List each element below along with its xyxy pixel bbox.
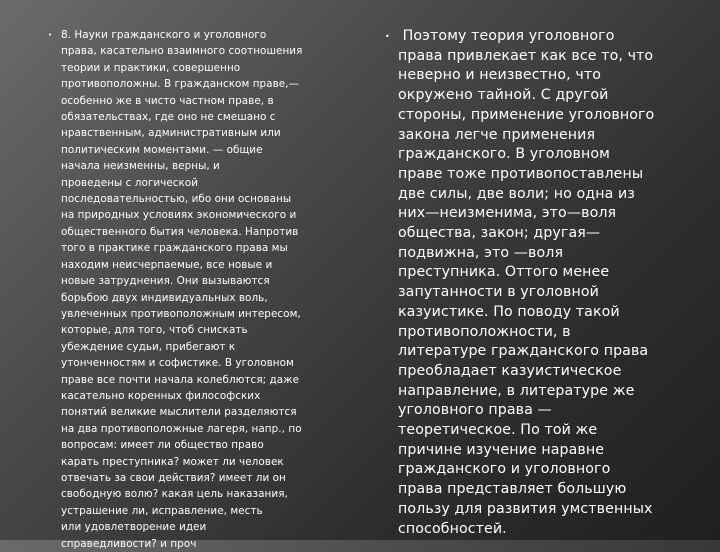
left-bullet-item bbox=[48, 27, 348, 552]
text-line: утонченностям и софистике. В уголовном bbox=[61, 357, 294, 370]
text-line: неверно и неизвестно, что bbox=[398, 67, 602, 84]
text-line: карать преступника? может ли человек bbox=[61, 455, 284, 468]
text-line: причине изучение наравне bbox=[398, 441, 605, 458]
text-line: борьбою двух индивидуальных воль, bbox=[61, 291, 268, 304]
text-line: гражданского и уголовного bbox=[398, 461, 611, 478]
text-line: вопросам: имеет ли общество право bbox=[61, 439, 264, 452]
text-line: праве все почти начала колеблются; даже bbox=[61, 373, 300, 386]
text-line: убеждение судьи, прибегают к bbox=[61, 340, 236, 353]
text-line: способностей. bbox=[398, 520, 507, 537]
text-line: них—неизменима, это—воля bbox=[398, 205, 617, 222]
text-line: находим неисчерпаемые, все новые и bbox=[61, 258, 273, 271]
right-paragraph bbox=[398, 27, 654, 539]
text-line: устрашение ли, исправление, месть bbox=[61, 504, 263, 517]
text-line: казуистике. По поводу такой bbox=[398, 303, 620, 320]
text-line: литературе гражданского права bbox=[398, 343, 649, 360]
text-line: свободную волю? какая цель наказания, bbox=[61, 488, 288, 501]
text-line: обязательствах, где оно не смешано с bbox=[61, 111, 276, 124]
text-line: проведены с логической bbox=[61, 176, 199, 189]
text-line: преступника. Оттого менее bbox=[398, 264, 610, 281]
text-line: последовательностью, ибо они основаны bbox=[61, 193, 292, 206]
text-line: запутанности в уголовной bbox=[398, 284, 599, 301]
text-line: окружено тайной. С другой bbox=[398, 87, 609, 104]
text-line: противоположности, в bbox=[398, 323, 571, 340]
text-line: которые, для того, чтоб снискать bbox=[61, 324, 248, 337]
text-line: теоретическое. По той же bbox=[398, 422, 598, 439]
text-line: преобладает казуистическое bbox=[398, 362, 622, 379]
text-line: стороны, применение уголовного bbox=[398, 106, 655, 123]
text-line: Поэтому теория уголовного bbox=[398, 28, 615, 44]
text-line: противоположны. В гражданском праве,— bbox=[61, 78, 300, 91]
text-line: права, касательно взаимного соотношения bbox=[61, 45, 303, 58]
text-line: подвижна, это —воля bbox=[398, 244, 564, 261]
text-line: две силы, две воли; но одна из bbox=[398, 185, 635, 202]
left-paragraph bbox=[61, 27, 302, 552]
text-line: касательно коренных философских bbox=[61, 389, 261, 402]
text-line: уголовного права — bbox=[398, 402, 552, 419]
text-line: пользу для развития умственных bbox=[398, 500, 653, 517]
text-line: отвечать за свои действия? имеет ли он bbox=[61, 471, 286, 484]
text-line: на природных условиях экономического и bbox=[61, 209, 297, 222]
left-column bbox=[48, 27, 348, 552]
text-line: того в практике гражданского права мы bbox=[61, 242, 288, 255]
text-line: общества, закон; другая— bbox=[398, 225, 601, 242]
text-line: особенно же в чисто частном праве, в bbox=[61, 94, 274, 107]
text-line: или удовлетворение идеи bbox=[61, 521, 207, 534]
text-line: увлеченных противоположным интересом, bbox=[61, 307, 301, 320]
right-bullet-item bbox=[385, 27, 675, 539]
text-line: справедливости? и проч bbox=[61, 537, 197, 550]
text-line: новые затруднения. Они вызываются bbox=[61, 275, 270, 288]
text-line: на два противоположные лагеря, напр., по bbox=[61, 422, 302, 435]
text-line: гражданского. В уголовном bbox=[398, 146, 610, 163]
text-line: понятий великие мыслители разделяются bbox=[61, 406, 297, 419]
text-line: нравственным, административным или bbox=[61, 127, 281, 140]
text-line: начала неизменны, верны, и bbox=[61, 160, 220, 173]
text-line: направление, в литературе же bbox=[398, 382, 635, 399]
text-line: 8. Науки гражданского и уголовного bbox=[61, 29, 267, 41]
bullet-icon: • bbox=[385, 32, 390, 41]
text-line: общественного бытия человека. Напротив bbox=[61, 225, 299, 238]
text-line: праве тоже противопоставлены bbox=[398, 165, 644, 182]
text-line: политическим моментами. — общие bbox=[61, 143, 263, 156]
text-line: закона легче применения bbox=[398, 126, 596, 143]
text-line: права представляет большую bbox=[398, 481, 627, 498]
bullet-icon: • bbox=[48, 31, 53, 39]
text-line: права привлекает как все то, что bbox=[398, 47, 654, 64]
right-column bbox=[385, 27, 675, 539]
text-line: теории и практики, совершенно bbox=[61, 61, 241, 74]
